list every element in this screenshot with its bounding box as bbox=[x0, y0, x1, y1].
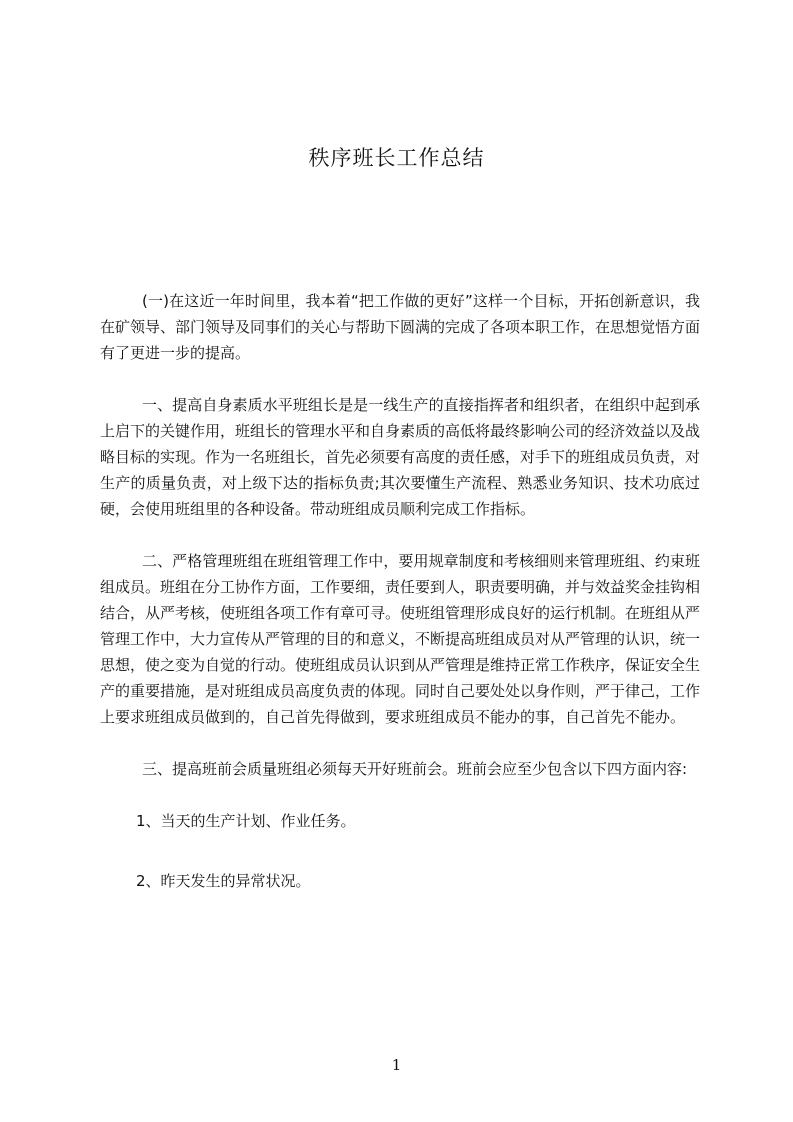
paragraph-section-one: 一、提高自身素质水平班组长是是一线生产的直接指挥者和组织者，在组织中起到承上启下的关键作用，班组长的管理水平和自身素质的高低将最终影响公司的经济效益以及战略目标的实现。作为一名班组长，首先必须要有高度的责任感，对手下的班组成员负责，对生产的质量负责，对上级下达的指标负责;其次要懂生产流程、熟悉业务知识、技术功底过硬，会使用班组里的各种设备。带动班组成员顺利完成工作指标。 bbox=[100, 396, 701, 518]
paragraph-section-two: 二、严格管理班组在班组管理工作中，要用规章制度和考核细则来管理班组、约束班组成员。班组在分工协作方面，工作要细，责任要到人，职责要明确，并与效益奖金挂钩相结合，从严考核，使班组各项工作有章可寻。使班组管理形成良好的运行机制。在班组从严管理工作中，大力宣传从严管理的目的和意义，不断提高班组成员对从严管理的认识，统一思想，使之变为自觉的行动。使班组成员认识到从严管理是维持正常工作秩序，保证安全生产的重要措施，是对班组成员高度负责的体现。同时自己要处处以身作则，严于律己，工作上要求班组成员做到的，自己首先得做到，要求班组成员不能办的事，自己首先不能办。 bbox=[100, 552, 701, 726]
paragraph-section-three: 三、提高班前会质量班组必须每天开好班前会。班前会应至少包含以下四方面内容: bbox=[142, 760, 688, 778]
list-item: 1、当天的生产计划、作业任务。 bbox=[136, 812, 356, 830]
document-title: 秩序班长工作总结 bbox=[308, 146, 485, 170]
paragraph-intro: (一)在这近一年时间里，我本着“把工作做的更好”这样一个目标，开拓创新意识，我在矿领导、部门领导及同事们的关心与帮助下圆满的完成了各项本职工作，在思想觉悟方面有了更进一步的提高。 bbox=[100, 292, 701, 362]
list-item: 2、昨天发生的异常状况。 bbox=[136, 872, 311, 890]
document-body bbox=[100, 288, 700, 928]
page-number: 1 bbox=[391, 1056, 402, 1074]
